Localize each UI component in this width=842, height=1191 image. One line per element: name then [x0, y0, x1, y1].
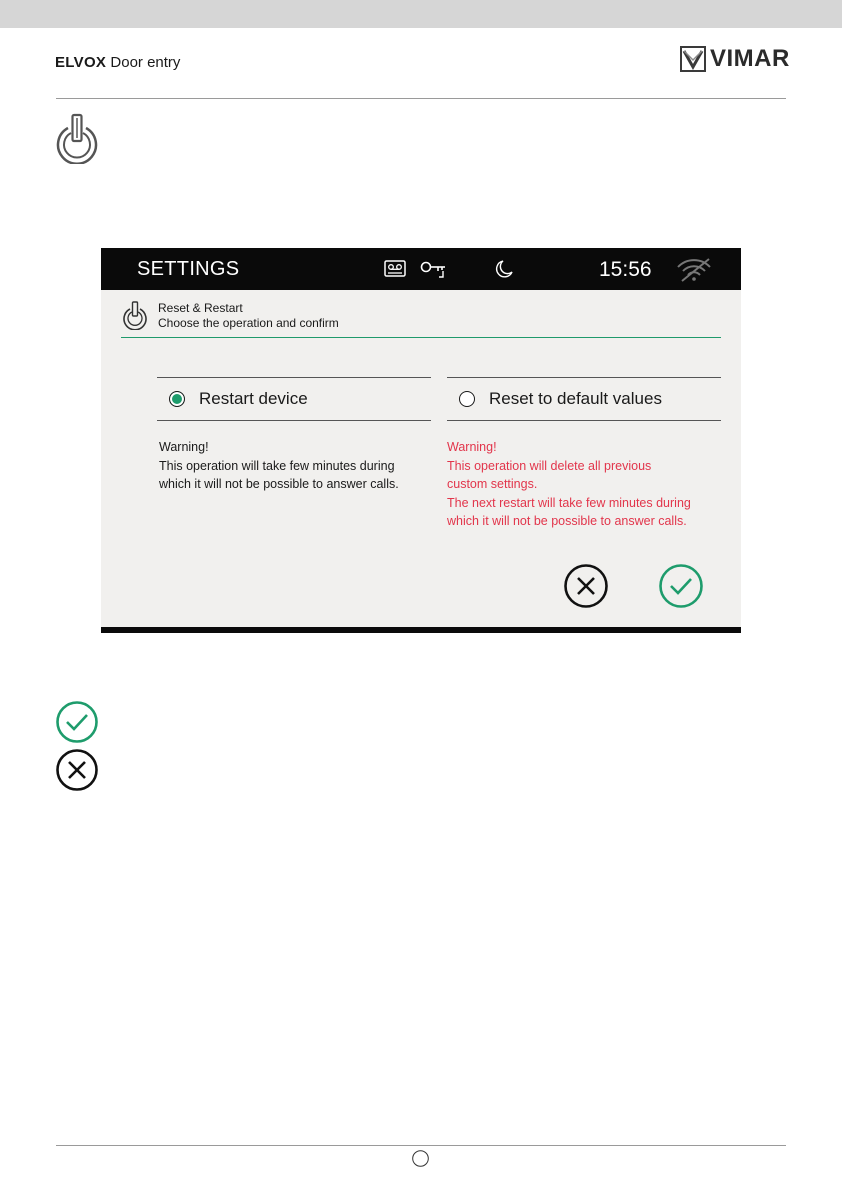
- warning-line: which it will not be possible to answer calls.: [447, 514, 687, 528]
- section-subtitle: Choose the operation and confirm: [158, 316, 339, 330]
- header-divider: [56, 98, 786, 99]
- vimar-logo: [680, 45, 790, 73]
- close-circle-icon: [55, 748, 99, 792]
- page-number-circle-icon: [412, 1150, 429, 1167]
- option-restart-device[interactable]: [157, 378, 431, 420]
- reset-restart-power-icon: [121, 300, 149, 330]
- vimar-logo-text: VIMAR: [710, 45, 790, 72]
- vimar-logo-mark-icon: [680, 46, 706, 72]
- moon-icon: [494, 259, 514, 279]
- section-divider: [121, 337, 721, 338]
- reset-label: Reset to default values: [489, 389, 662, 408]
- warning-line: The next restart will take few minutes during: [447, 495, 691, 510]
- screen-bottom-bar: [101, 627, 741, 633]
- section-title: Reset & Restart: [158, 301, 243, 315]
- warning-line: This operation will take few minutes during: [159, 458, 395, 473]
- reset-warning: [447, 438, 737, 531]
- warning-line: This operation will delete all previous: [447, 458, 652, 473]
- page-top-band: [0, 0, 842, 28]
- clock: 15:56: [599, 258, 652, 281]
- screen-title: SETTINGS: [137, 258, 240, 280]
- warning-line: custom settings.: [447, 477, 538, 491]
- restart-label: Restart device: [199, 389, 308, 408]
- warning-line: which it will not be possible to answer calls.: [159, 477, 399, 491]
- check-circle-icon: [55, 700, 99, 744]
- restart-radio[interactable]: [169, 391, 185, 407]
- voicemail-icon: [384, 260, 406, 277]
- reset-radio[interactable]: [459, 391, 475, 407]
- warning-line: Warning!: [447, 440, 497, 454]
- option-reset-bottom-rule: [447, 420, 721, 421]
- warning-line: Warning!: [159, 440, 209, 454]
- option-reset-defaults[interactable]: [447, 378, 721, 420]
- status-bar: [101, 248, 741, 290]
- brand-rest: Door entry: [106, 54, 181, 71]
- brand-header: [55, 54, 180, 71]
- device-screen: [101, 248, 741, 633]
- wifi-off-icon: [675, 256, 713, 282]
- cancel-button[interactable]: [563, 563, 609, 609]
- footer-divider: [56, 1145, 786, 1146]
- option-restart-bottom-rule: [157, 420, 431, 421]
- power-icon: [52, 112, 102, 164]
- restart-warning: [159, 438, 439, 494]
- confirm-button[interactable]: [658, 563, 704, 609]
- brand-bold: ELVOX: [55, 54, 107, 71]
- key-icon: [420, 259, 448, 279]
